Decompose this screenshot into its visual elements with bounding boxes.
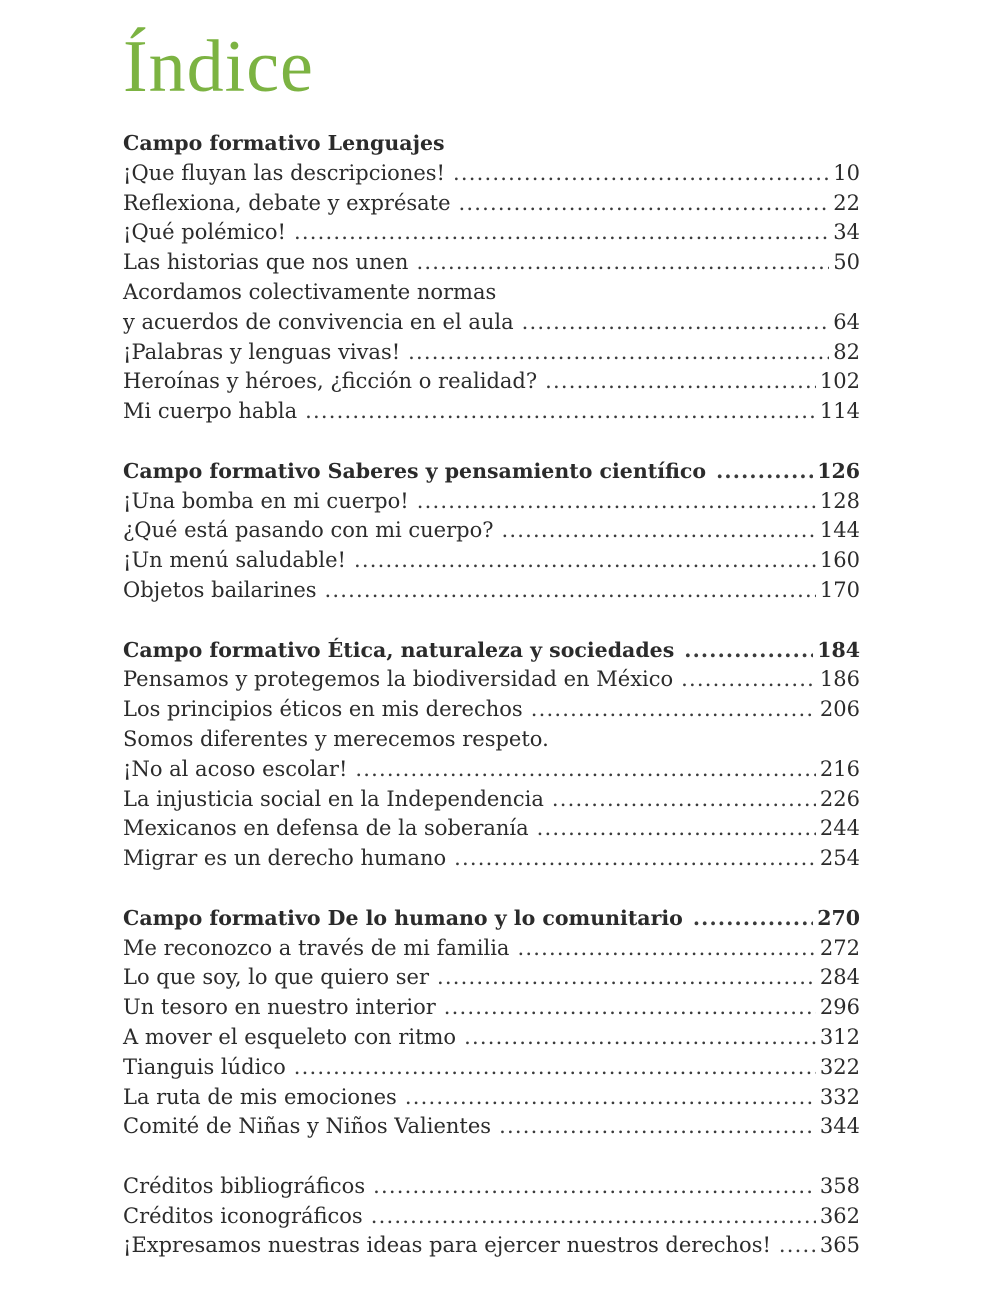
page-number: 126 [817,458,860,483]
page-number: 270 [817,905,860,930]
page-number: 102 [819,369,860,394]
section-heading-label: Campo formativo Ética, naturaleza y sociedades [123,637,675,662]
toc-entry-label: Somos diferentes y merecemos respeto. [123,726,549,751]
page-number: 322 [819,1054,860,1079]
dot-leader [355,755,816,785]
toc-entry-label: Acordamos colectivamente normas [123,279,497,304]
dot-leader [373,1172,816,1202]
dot-leader [437,963,816,993]
dot-leader [684,636,813,666]
toc-entry-label: Mexicanos en defensa de la soberanía [123,816,529,841]
page-number: 272 [819,935,860,960]
page-number: 114 [819,399,860,424]
dot-leader [444,993,816,1023]
toc-entry-label: ¡No al acoso escolar! [123,756,348,781]
dot-leader [417,487,816,517]
toc-entry-label: ¡Un menú saludable! [123,548,346,573]
section-spacer [123,1142,860,1172]
page-number: 365 [819,1233,860,1258]
toc-entry[interactable] [123,665,860,695]
page-number: 10 [833,160,860,185]
page-number: 206 [819,697,860,722]
page-number: 128 [819,488,860,513]
dot-leader [453,159,829,189]
toc-entry-label: Migrar es un derecho humano [123,846,447,871]
toc-entry-label: Heroínas y héroes, ¿ficción o realidad? [123,369,538,394]
toc-entry[interactable] [123,338,860,368]
page-number: 50 [833,250,860,275]
page-number: 186 [819,667,860,692]
toc-entry-label: A mover el esqueleto con ritmo [123,1024,457,1049]
dot-leader [531,695,816,725]
page-number: 22 [833,190,860,215]
toc-entry[interactable] [123,487,860,517]
toc-entry[interactable] [123,516,860,546]
toc-entry-label: ¡Expresamos nuestras ideas para ejercer nuestros derechos! [123,1233,771,1258]
dot-leader [294,218,829,248]
section-spacer [123,427,860,457]
page-number: 82 [833,339,860,364]
page-number: 160 [819,548,860,573]
section-heading-label: Campo formativo Lenguajes [123,131,445,155]
toc-entry[interactable] [123,576,860,606]
dot-leader [681,665,816,695]
toc-entry[interactable] [123,218,860,248]
section-heading-label: Campo formativo Saberes y pensamiento científico [123,458,707,483]
page-number: 296 [819,995,860,1020]
page-number: 244 [819,816,860,841]
toc-entry[interactable] [123,934,860,964]
dot-leader [416,248,829,278]
dot-leader [499,1112,816,1142]
dot-leader [545,367,816,397]
page-title: Índice [123,26,314,108]
page-number: 312 [819,1024,860,1049]
page-number: 344 [819,1114,860,1139]
toc-entry-label: Reflexiona, debate y exprésate [123,190,451,215]
toc-entry[interactable] [123,278,860,308]
section-heading[interactable] [123,129,860,159]
section-spacer [123,874,860,904]
toc-entry[interactable] [123,367,860,397]
toc-entry-label: y acuerdos de convivencia en el aula [123,309,514,334]
dot-leader [454,844,816,874]
page-number: 216 [819,756,860,781]
dot-leader [325,576,816,606]
toc-entry[interactable] [123,1112,860,1142]
toc-entry[interactable] [123,785,860,815]
page-number: 284 [819,965,860,990]
page-number: 64 [833,309,860,334]
toc-entry-label: Un tesoro en nuestro interior [123,995,436,1020]
page-number: 184 [817,637,860,662]
toc-entry-label: ¡Palabras y lenguas vivas! [123,339,401,364]
dot-leader [779,1231,816,1261]
dot-leader [522,308,830,338]
toc-entry[interactable] [123,248,860,278]
toc-entry[interactable] [123,993,860,1023]
toc-entry-label: ¡Una bomba en mi cuerpo! [123,488,409,513]
toc-entry-label: Los principios éticos en mis derechos [123,697,523,722]
dot-leader [537,814,816,844]
toc-entry[interactable] [123,546,860,576]
toc-entry-label: Tianguis lúdico [123,1054,286,1079]
section-heading[interactable] [123,904,860,934]
toc-entry-label: La injusticia social en la Independencia [123,786,544,811]
toc-entry[interactable] [123,695,860,725]
toc-entry[interactable] [123,1231,860,1261]
toc-entry-label: Comité de Niñas y Niños Valientes [123,1114,492,1139]
toc-entry[interactable] [123,755,860,785]
page-number: 34 [833,220,860,245]
toc-entry-label: ¡Que fluyan las descripciones! [123,160,445,185]
page-number: 362 [819,1203,860,1228]
toc-entry[interactable] [123,1202,860,1232]
toc-entry[interactable] [123,1083,860,1113]
toc-entry-label: ¡Qué polémico! [123,220,286,245]
toc-entry-label: Pensamos y protegemos la biodiversidad en México [123,667,674,692]
toc-entry[interactable] [123,725,860,755]
toc-entry[interactable] [123,308,860,338]
dot-leader [517,934,815,964]
dot-leader [354,546,816,576]
toc-entry[interactable] [123,844,860,874]
toc-entry-label: Créditos iconográficos [123,1203,363,1228]
page-number: 226 [819,786,860,811]
section-heading-label: Campo formativo De lo humano y lo comunitario [123,905,683,930]
dot-leader [305,397,816,427]
table-of-contents [123,129,860,1261]
page-number: 254 [819,846,860,871]
toc-entry[interactable] [123,159,860,189]
section-heading[interactable] [123,636,860,666]
dot-leader [371,1202,816,1232]
toc-entry-label: ¿Qué está pasando con mi cuerpo? [123,518,494,543]
section-spacer [123,606,860,636]
toc-entry-label: Mi cuerpo habla [123,399,298,424]
toc-entry[interactable] [123,189,860,219]
dot-leader [716,457,813,487]
toc-entry[interactable] [123,1023,860,1053]
dot-leader [502,516,816,546]
dot-leader [552,785,816,815]
toc-entry-label: Créditos bibliográficos [123,1173,366,1198]
toc-entry-label: Lo que soy, lo que quiero ser [123,965,429,990]
page-number: 358 [819,1173,860,1198]
toc-entry[interactable] [123,814,860,844]
dot-leader [294,1053,816,1083]
toc-entry-label: La ruta de mis emociones [123,1084,397,1109]
page-number: 170 [819,577,860,602]
dot-leader [693,904,813,934]
toc-entry-label: Las historias que nos unen [123,250,409,275]
dot-leader [459,189,830,219]
page-number: 144 [819,518,860,543]
toc-entry[interactable] [123,1053,860,1083]
dot-leader [464,1023,816,1053]
toc-entry[interactable] [123,1172,860,1202]
toc-entry-label: Me reconozco a través de mi familia [123,935,510,960]
page-number: 332 [819,1084,860,1109]
toc-entry[interactable] [123,397,860,427]
section-heading[interactable] [123,457,860,487]
dot-leader [405,1083,816,1113]
toc-entry[interactable] [123,963,860,993]
toc-entry-label: Objetos bailarines [123,577,317,602]
dot-leader [408,338,829,368]
